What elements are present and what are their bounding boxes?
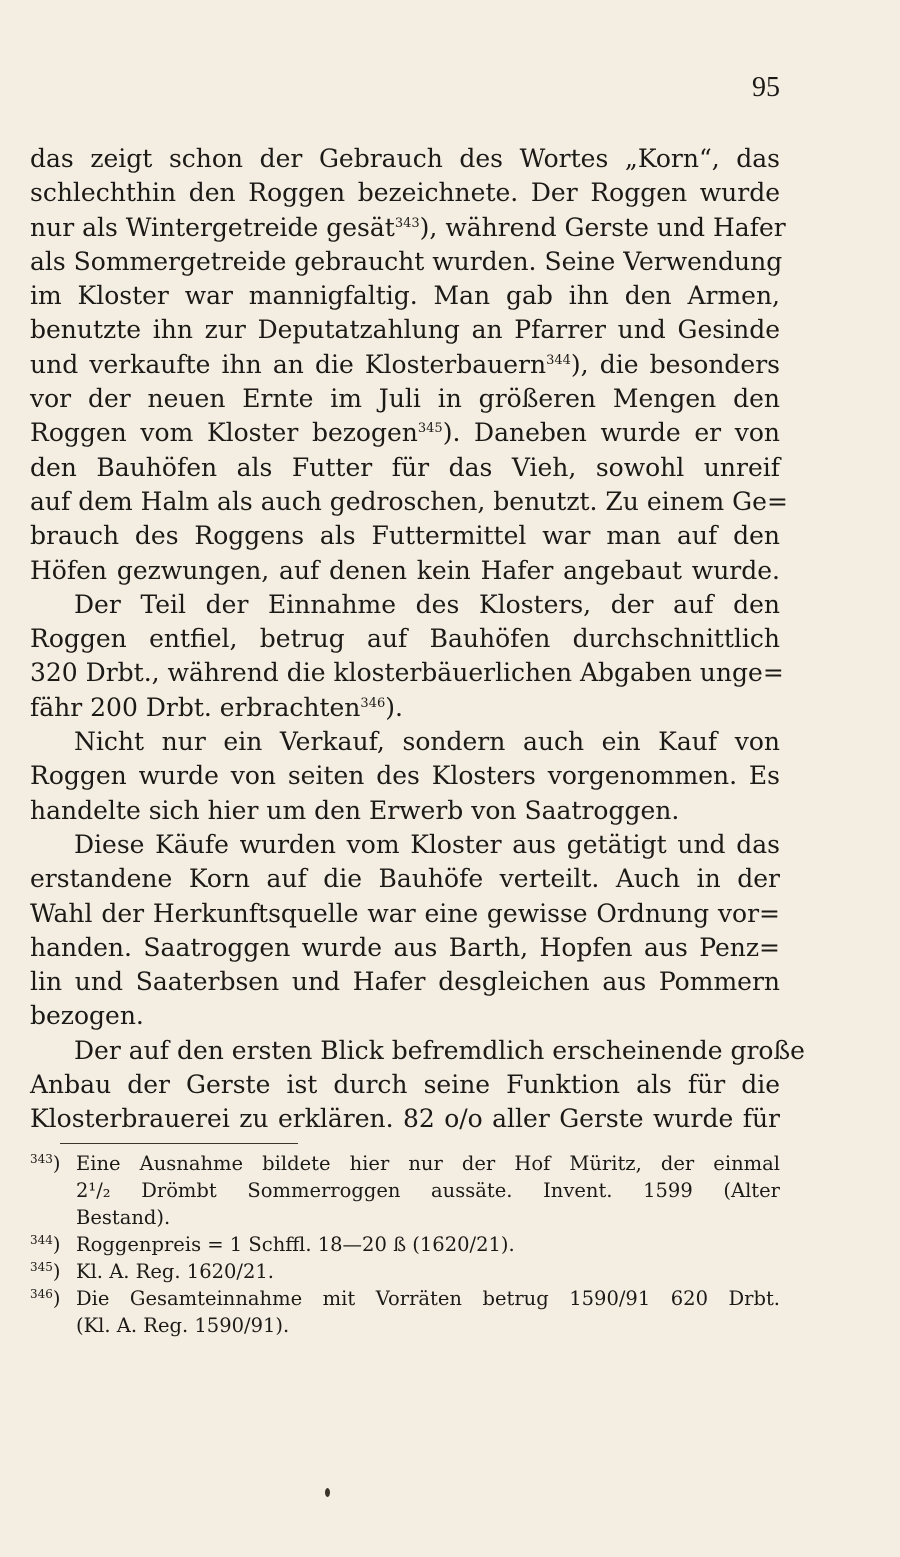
footnotes (30, 1150, 780, 1339)
footnote-ref: 344 (546, 352, 571, 368)
line-text: Roggen wurde von seiten des Klosters vorgenommen. Es (30, 761, 780, 791)
text-line (30, 656, 784, 690)
footnote-number-value: 344 (30, 1233, 53, 1247)
line-text: erstandene Korn auf die Bauhöfe verteilt. Auch in der (30, 864, 780, 894)
text-line (30, 519, 780, 553)
ink-speck (325, 1488, 330, 1497)
page-number: 95 (752, 72, 780, 103)
text-line (30, 691, 780, 725)
text-line (30, 794, 780, 828)
line-text: Der Teil der Einnahme des Klosters, der auf den (74, 589, 780, 619)
text-line (30, 828, 780, 862)
text-line (30, 313, 780, 347)
line-text: Diese Käufe wurden vom Kloster aus getätigt und das (74, 829, 780, 859)
line-text: Der auf den ersten Blick befremdlich erscheinende große (74, 1035, 805, 1065)
footnote-number: $^{345}$) (30, 1260, 61, 1283)
footnote-line (30, 1177, 780, 1204)
line-text: lin und Saaterbsen und Hafer desgleichen aus Pommern (30, 967, 780, 997)
line-text-after: ), die besonders (570, 349, 780, 379)
line-text: schlechthin den Roggen bezeichnete. Der Roggen wurde (30, 178, 780, 208)
footnote-separator (60, 1143, 298, 1144)
footnote-number: $^{346}$) (30, 1287, 61, 1310)
line-text: Roggen entfiel, betrug auf Bauhöfen durchschnittlich (30, 624, 780, 654)
line-text-after: ). Daneben wurde er von (442, 418, 780, 448)
line-text: vor der neuen Ernte im Juli in größeren Mengen den (30, 384, 780, 414)
text-line (30, 862, 780, 896)
text-line (30, 725, 780, 759)
line-text: 320 Drbt., während die klosterbäuerlichen Abgaben unge= (30, 658, 784, 688)
text-line (30, 485, 788, 519)
footnote-text: Die Gesamteinnahme mit Vorräten betrug 1590/91 620 Drbt. (76, 1287, 780, 1310)
line-text: handen. Saatroggen wurde aus Barth, Hopfen aus Penz= (30, 932, 780, 962)
footnote-line (30, 1258, 780, 1285)
footnote-line (30, 1285, 780, 1312)
text-line (30, 588, 780, 622)
text-line (30, 211, 786, 245)
line-text-after: ). (385, 692, 403, 722)
text-line (30, 1102, 780, 1136)
line-text: fähr 200 Drbt. erbrachten (30, 692, 361, 722)
footnote-number-value: 345 (30, 1260, 53, 1274)
footnote-line (30, 1204, 780, 1231)
footnote-number-value: 343 (30, 1152, 53, 1166)
text-line (30, 931, 780, 965)
line-text: Höfen gezwungen, auf denen kein Hafer angebaut wurde. (30, 555, 780, 585)
footnote-line (30, 1312, 780, 1339)
footnote-ref: 346 (360, 695, 386, 711)
footnote-text: Eine Ausnahme bildete hier nur der Hof Müritz, der einmal (76, 1152, 780, 1175)
line-text: im Kloster war mannigfaltig. Man gab ihn den Armen, (30, 281, 780, 311)
text-line (30, 245, 783, 279)
line-text: und verkaufte ihn an die Klosterbauern (30, 349, 547, 379)
footnote-number: $^{344}$) (30, 1233, 61, 1256)
text-line (30, 1068, 780, 1102)
line-text: auf dem Halm als auch gedroschen, benutzt. Zu einem Ge= (30, 486, 788, 516)
line-text: Nicht nur ein Verkauf, sondern auch ein Kauf von (74, 727, 780, 757)
line-text: brauch des Roggens als Futtermittel war man auf den (30, 521, 780, 551)
text-line (30, 416, 780, 450)
footnote-text: Roggenpreis = 1 Schffl. 18—20 ß (1620/21). (76, 1233, 515, 1256)
footnote-ref: 345 (417, 421, 443, 437)
line-text: nur als Wintergetreide gesät (30, 212, 395, 242)
line-text: Anbau der Gerste ist durch seine Funktion als für die (30, 1070, 780, 1100)
footnote-number: $^{343}$) (30, 1152, 61, 1175)
footnote-text: Bestand). (76, 1206, 171, 1229)
line-text-after: ), während Gerste und Hafer (419, 212, 786, 242)
text-line (30, 965, 780, 999)
footnote-line (30, 1150, 780, 1177)
text-line (30, 1034, 805, 1068)
text-line (30, 279, 780, 313)
line-text: benutzte ihn zur Deputatzahlung an Pfarrer und Gesinde (30, 315, 780, 345)
footnote-ref: 343 (394, 215, 420, 231)
line-text: Klosterbrauerei zu erklären. 82 o/o aller Gerste wurde für (30, 1104, 780, 1134)
text-line (30, 451, 780, 485)
text-line (30, 382, 780, 416)
footnote-number-value: 346 (30, 1287, 53, 1301)
line-text: bezogen. (30, 1001, 144, 1031)
text-line (30, 897, 780, 931)
text-line (30, 176, 780, 210)
footnote-text: Kl. A. Reg. 1620/21. (76, 1260, 274, 1283)
footnote-text: (Kl. A. Reg. 1590/91). (76, 1314, 290, 1337)
line-text: handelte sich hier um den Erwerb von Saatroggen. (30, 795, 680, 825)
line-text: als Sommergetreide gebraucht wurden. Seine Verwendung (30, 246, 783, 276)
footnote-line (30, 1231, 780, 1258)
line-text: das zeigt schon der Gebrauch des Wortes „Korn“, das (30, 144, 780, 173)
text-line (30, 142, 780, 176)
line-text: den Bauhöfen als Futter für das Vieh, sowohl unreif (30, 452, 780, 482)
footnote-text: 2¹/₂ Drömbt Sommerroggen aussäte. Invent. 1599 (Alter (76, 1179, 780, 1202)
text-line (30, 999, 780, 1033)
line-text: Wahl der Herkunftsquelle war eine gewisse Ordnung vor= (30, 898, 780, 928)
text-line (30, 759, 780, 793)
text-line (30, 554, 780, 588)
text-line (30, 348, 780, 382)
body-text (30, 142, 805, 1137)
text-line (30, 622, 780, 656)
line-text: Roggen vom Kloster bezogen (30, 418, 418, 448)
